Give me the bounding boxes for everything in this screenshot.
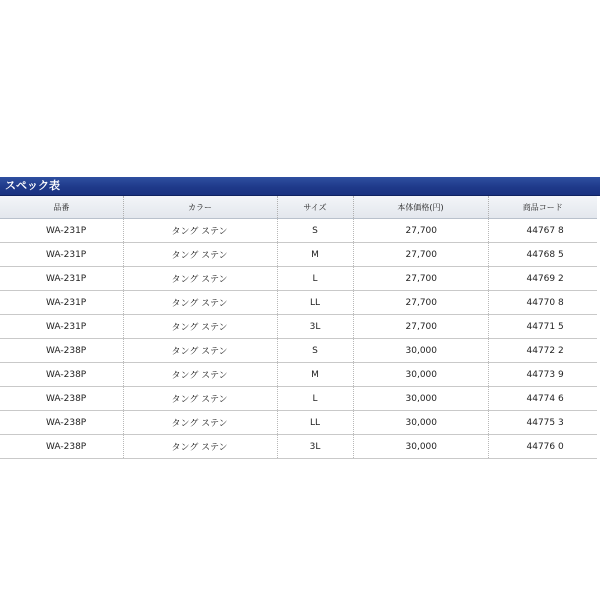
product-code-cell: 44774 6 xyxy=(488,387,597,411)
part-number-cell: WA-238P xyxy=(0,339,123,363)
price-cell: 27,700 xyxy=(353,243,488,267)
part-number-cell: WA-238P xyxy=(0,411,123,435)
color-cell: タング ステン xyxy=(123,411,277,435)
price-cell: 27,700 xyxy=(353,315,488,339)
price-cell: 30,000 xyxy=(353,411,488,435)
column-header-price: 本体価格(円) xyxy=(353,196,488,219)
table-row xyxy=(0,267,597,291)
product-code-cell: 44776 0 xyxy=(488,435,597,459)
table-row xyxy=(0,315,597,339)
color-cell: タング ステン xyxy=(123,315,277,339)
part-number-cell: WA-231P xyxy=(0,219,123,243)
color-cell: タング ステン xyxy=(123,243,277,267)
column-header-size: サイズ xyxy=(277,196,353,219)
price-cell: 30,000 xyxy=(353,435,488,459)
size-cell: LL xyxy=(277,291,353,315)
price-cell: 30,000 xyxy=(353,363,488,387)
size-cell: 3L xyxy=(277,315,353,339)
size-cell: S xyxy=(277,339,353,363)
product-code-cell: 44770 8 xyxy=(488,291,597,315)
price-cell: 30,000 xyxy=(353,339,488,363)
part-number-cell: WA-231P xyxy=(0,315,123,339)
column-header-color: カラー xyxy=(123,196,277,219)
spec-table-body xyxy=(0,219,597,459)
size-cell: 3L xyxy=(277,435,353,459)
spec-table xyxy=(0,196,597,459)
price-cell: 27,700 xyxy=(353,267,488,291)
color-cell: タング ステン xyxy=(123,339,277,363)
color-cell: タング ステン xyxy=(123,363,277,387)
color-cell: タング ステン xyxy=(123,219,277,243)
size-cell: L xyxy=(277,267,353,291)
table-row xyxy=(0,435,597,459)
color-cell: タング ステン xyxy=(123,435,277,459)
table-row xyxy=(0,363,597,387)
size-cell: M xyxy=(277,243,353,267)
size-cell: S xyxy=(277,219,353,243)
price-cell: 30,000 xyxy=(353,387,488,411)
column-header-product-code: 商品コード xyxy=(488,196,597,219)
part-number-cell: WA-231P xyxy=(0,243,123,267)
product-code-cell: 44767 8 xyxy=(488,219,597,243)
color-cell: タング ステン xyxy=(123,387,277,411)
product-code-cell: 44773 9 xyxy=(488,363,597,387)
product-code-cell: 44771 5 xyxy=(488,315,597,339)
table-row xyxy=(0,291,597,315)
product-code-cell: 44768 5 xyxy=(488,243,597,267)
part-number-cell: WA-231P xyxy=(0,291,123,315)
table-row xyxy=(0,411,597,435)
part-number-cell: WA-238P xyxy=(0,387,123,411)
color-cell: タング ステン xyxy=(123,267,277,291)
spec-section xyxy=(0,177,600,459)
color-cell: タング ステン xyxy=(123,291,277,315)
size-cell: M xyxy=(277,363,353,387)
table-row xyxy=(0,387,597,411)
size-cell: L xyxy=(277,387,353,411)
part-number-cell: WA-238P xyxy=(0,363,123,387)
size-cell: LL xyxy=(277,411,353,435)
spec-table-header-row xyxy=(0,196,597,219)
table-row xyxy=(0,243,597,267)
spec-section-title: スペック表 xyxy=(0,177,600,196)
product-code-cell: 44769 2 xyxy=(488,267,597,291)
price-cell: 27,700 xyxy=(353,291,488,315)
table-row xyxy=(0,219,597,243)
column-header-part-number: 品番 xyxy=(0,196,123,219)
part-number-cell: WA-238P xyxy=(0,435,123,459)
price-cell: 27,700 xyxy=(353,219,488,243)
product-code-cell: 44772 2 xyxy=(488,339,597,363)
table-row xyxy=(0,339,597,363)
part-number-cell: WA-231P xyxy=(0,267,123,291)
product-code-cell: 44775 3 xyxy=(488,411,597,435)
